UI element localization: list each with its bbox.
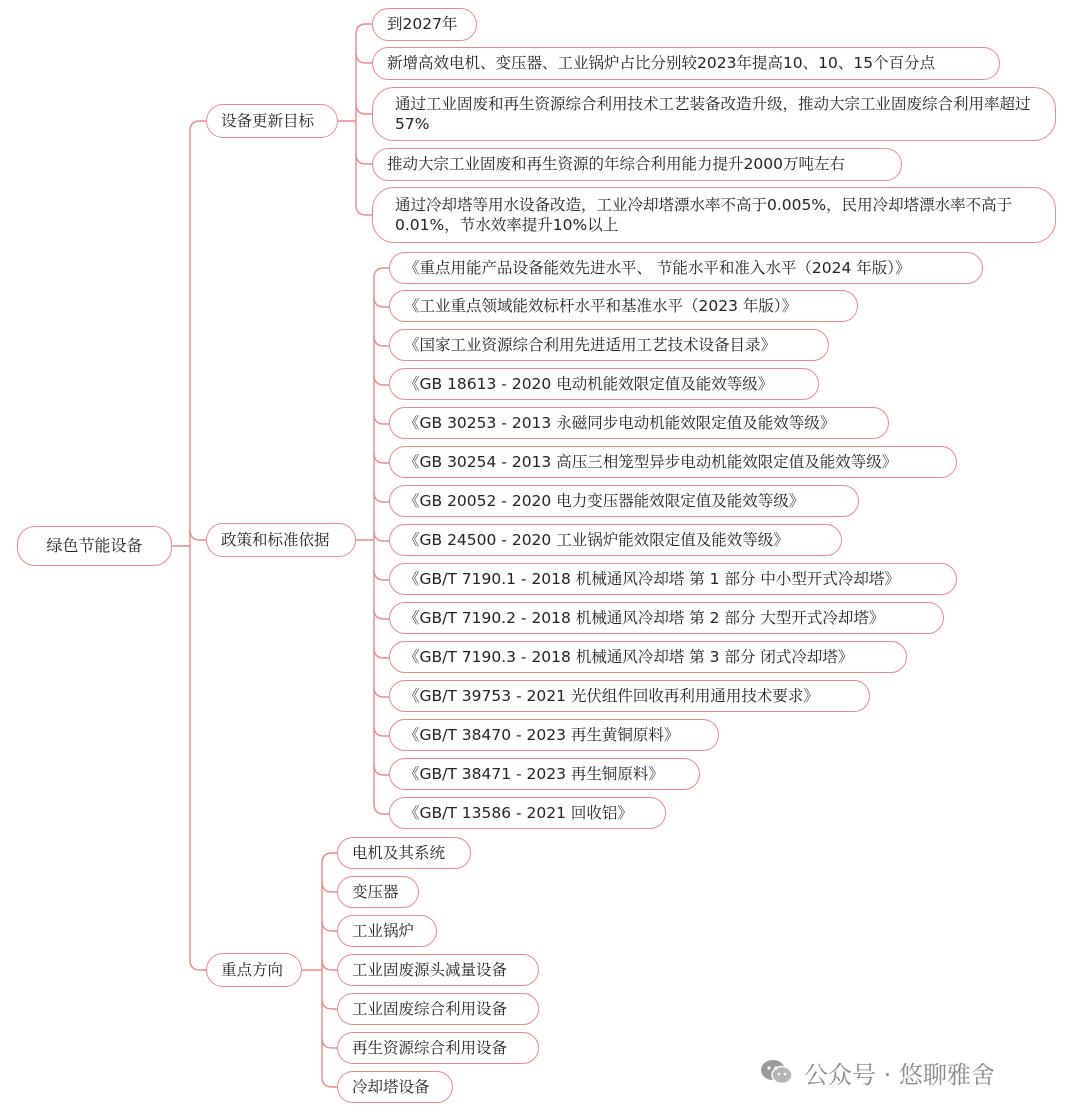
direction-item: 电机及其系统 [337, 837, 471, 869]
goal-item: 通过冷却塔等用水设备改造，工业冷却塔漂水率不高于0.005%，民用冷却塔漂水率不高于0.01%，节水效率提升10%以上 [372, 187, 1056, 243]
group-node-key-directions: 重点方向 [206, 953, 302, 987]
standard-item: 《GB/T 13586 - 2021 回收铝》 [389, 797, 666, 829]
standard-item: 《国家工业资源综合利用先进适用工艺技术设备目录》 [389, 329, 829, 361]
goals-connector-branch [356, 205, 372, 215]
standards-connector-branch [374, 687, 389, 697]
direction-item: 再生资源综合利用设备 [337, 1032, 539, 1064]
standard-item: 《GB/T 7190.2 - 2018 机械通风冷却塔 第 2 部分 大型开式冷却塔》 [389, 602, 944, 634]
standards-connector-branch [374, 414, 389, 424]
standard-item: 《GB 24500 - 2020 工业锅炉能效限定值及能效等级》 [389, 524, 842, 556]
watermark [760, 1053, 995, 1091]
standard-item: 《工业重点领域能效标杆水平和基准水平（2023 年版）》 [389, 290, 858, 322]
standards-connector-branch [374, 297, 389, 307]
standards-connector-branch [374, 375, 389, 385]
directions-connector-branch [322, 1038, 337, 1048]
direction-item: 工业固废综合利用设备 [337, 993, 539, 1025]
directions-connector-branch [322, 882, 337, 892]
standard-item: 《GB/T 7190.1 - 2018 机械通风冷却塔 第 1 部分 中小型开式冷却塔》 [389, 563, 957, 595]
standards-connector-branch [374, 804, 389, 814]
standards-connector-branch [374, 570, 389, 580]
wechat-icon [760, 1058, 794, 1086]
root-connector-branch [190, 960, 206, 970]
goal-item: 推动大宗工业固废和再生资源的年综合利用能力提升2000万吨左右 [372, 148, 902, 181]
goal-item: 新增高效电机、变压器、工业锅炉占比分别较2023年提高10、10、15个百分点 [372, 47, 1000, 80]
standard-item: 《GB 18613 - 2020 电动机能效限定值及能效等级》 [389, 368, 819, 400]
directions-connector-branch [322, 921, 337, 931]
standard-item: 《GB/T 38471 - 2023 再生铜原料》 [389, 758, 700, 790]
watermark-text: 公众号 · 悠聊雅舍 [804, 1060, 995, 1089]
root-connector-branch [190, 530, 206, 540]
directions-connector-branch [322, 1077, 337, 1087]
standard-item: 《GB/T 38470 - 2023 再生黄铜原料》 [389, 719, 719, 751]
standards-connector-branch [374, 648, 389, 658]
standard-item: 《GB/T 7190.3 - 2018 机械通风冷却塔 第 3 部分 闭式冷却塔》 [389, 641, 907, 673]
group-node-equipment-update-goals: 设备更新目标 [206, 104, 338, 138]
standards-connector-branch [374, 492, 389, 502]
goals-connector-branch [356, 154, 372, 164]
standards-connector-branch [374, 531, 389, 541]
direction-item: 冷却塔设备 [337, 1071, 453, 1103]
root-node: 绿色节能设备 [17, 526, 172, 566]
direction-item: 变压器 [337, 876, 419, 908]
goal-item: 到2027年 [372, 8, 477, 41]
standards-connector-branch [374, 765, 389, 775]
standard-item: 《GB/T 39753 - 2021 光伏组件回收再利用通用技术要求》 [389, 680, 870, 712]
goal-item: 通过工业固废和再生资源综合利用技术工艺装备改造升级，推动大宗工业固废综合利用率超过57% [372, 87, 1056, 141]
direction-item: 工业锅炉 [337, 915, 437, 947]
directions-connector-branch [322, 853, 337, 863]
goals-connector-branch [356, 24, 372, 34]
standards-connector-branch [374, 336, 389, 346]
direction-item: 工业固废源头减量设备 [337, 954, 539, 986]
group-node-policy-standards: 政策和标准依据 [206, 523, 356, 557]
standards-connector-branch [374, 453, 389, 463]
root-connector-branch [190, 121, 206, 131]
directions-connector-branch [322, 960, 337, 970]
goals-connector-branch [356, 53, 372, 63]
standard-item: 《GB 20052 - 2020 电力变压器能效限定值及能效等级》 [389, 485, 859, 517]
standards-connector-branch [374, 268, 389, 278]
directions-connector-branch [322, 999, 337, 1009]
standard-item: 《GB 30254 - 2013 高压三相笼型异步电动机能效限定值及能效等级》 [389, 446, 957, 478]
standards-connector-branch [374, 726, 389, 736]
standards-connector-branch [374, 609, 389, 619]
standard-item: 《重点用能产品设备能效先进水平、 节能水平和准入水平（2024 年版）》 [389, 252, 983, 284]
standard-item: 《GB 30253 - 2013 永磁同步电动机能效限定值及能效等级》 [389, 407, 889, 439]
goals-connector-branch [356, 104, 372, 114]
